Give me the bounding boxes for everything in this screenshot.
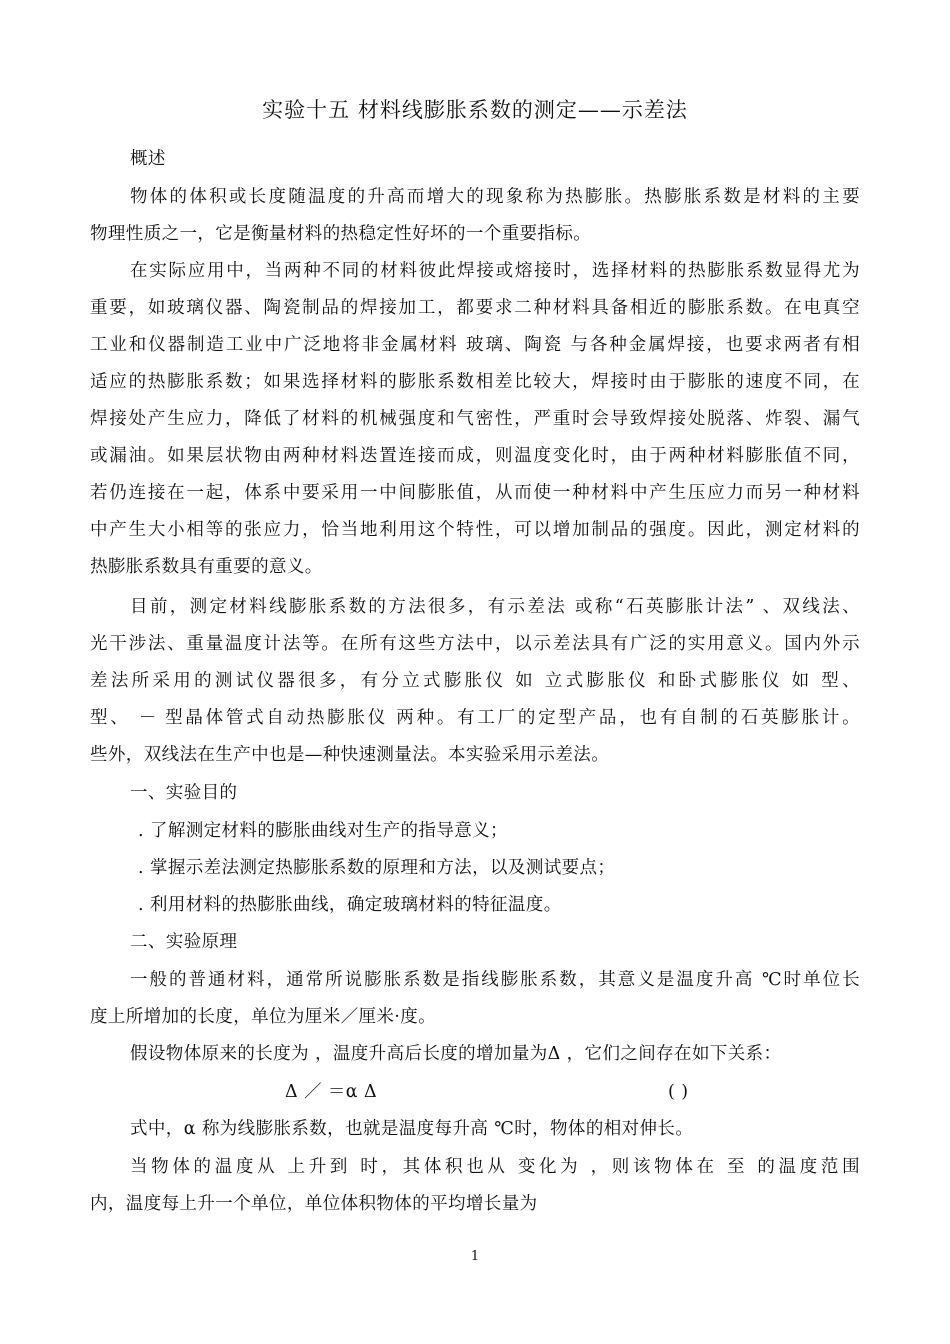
section-heading: 一、实验目的 bbox=[130, 783, 238, 803]
paragraph-line: 热膨胀系数具有重要的意义。 bbox=[90, 557, 323, 577]
paragraph-line: 或漏油。如果层状物由两种材料迭置连接而成，则温度变化时，由于两种材料膨胀值不同， bbox=[90, 446, 860, 466]
paragraph-line: 焊接处产生应力，降低了材料的机械强度和气密性，严重时会导致焊接处脱落、炸裂、漏气 bbox=[90, 409, 860, 429]
paragraph-line: 些外，双线法在生产中也是—种快速测量法。本实验采用示差法。 bbox=[90, 745, 610, 765]
list-item: . 利用材料的热膨胀曲线，确定玻璃材料的特征温度。 bbox=[138, 895, 562, 915]
paragraph-line: 在实际应用中，当两种不同的材料彼此焊接或熔接时，选择材料的热膨胀系数显得尤为 bbox=[130, 261, 860, 281]
formula: Δ ／ ＝α Δ bbox=[285, 1082, 377, 1102]
overview-heading: 概述 bbox=[130, 149, 166, 169]
list-item: . 了解测定材料的膨胀曲线对生产的指导意义； bbox=[138, 821, 508, 841]
formula-number: ( ) bbox=[668, 1082, 689, 1102]
list-item: . 掌握示差法测定热膨胀系数的原理和方法，以及测试要点； bbox=[138, 858, 616, 878]
paragraph-line: 内，温度每上升一个单位，单位体积物体的平均增长量为 bbox=[90, 1194, 538, 1214]
paragraph-line: 重要，如玻璃仪器、陶瓷制品的焊接加工，都要求二种材料具备相近的膨胀系数。在电真空 bbox=[90, 298, 860, 318]
section-heading: 二、实验原理 bbox=[130, 932, 238, 952]
paragraph-line: 适应的热膨胀系数；如果选择材料的膨胀系数相差比较大，焊接时由于膨胀的速度不同，在 bbox=[90, 372, 860, 392]
paragraph-line: 物理性质之一，它是衡量材料的热稳定性好坏的一个重要指标。 bbox=[90, 224, 592, 244]
paragraph-line: 工业和仪器制造工业中广泛地将非金属材料 玻璃、陶瓷 与各种金属焊接，也要求两者有相 bbox=[90, 335, 860, 355]
paragraph-line: 假设物体原来的长度为 ，温度升高后长度的增加量为Δ ，它们之间存在如下关系： bbox=[130, 1044, 782, 1064]
paragraph-line: 差法所采用的测试仪器很多，有分立式膨胀仪 如 立式膨胀仪 和卧式膨胀仪 如 型、 bbox=[90, 671, 860, 691]
paragraph-line: 式中，α 称为线膨胀系数，也就是温度每升高 ℃时，物体的相对伸长。 bbox=[130, 1119, 694, 1139]
paragraph-line: 度上所增加的长度，单位为厘米／厘米·度。 bbox=[90, 1007, 437, 1027]
paragraph-line: 光干涉法、重量温度计法等。在所有这些方法中，以示差法具有广泛的实用意义。国内外示 bbox=[90, 634, 860, 654]
paragraph-line: 一般的普通材料，通常所说膨胀系数是指线膨胀系数，其意义是温度升高 ℃时单位长 bbox=[130, 970, 860, 990]
page-number: 1 bbox=[470, 1249, 480, 1264]
page-title: 实验十五 材料线膨胀系数的测定——示差法 bbox=[262, 98, 688, 122]
paragraph-line: 中产生大小相等的张应力，恰当地利用这个特性，可以增加制品的强度。因此，测定材料的 bbox=[90, 520, 860, 540]
paragraph-line: 目前，测定材料线膨胀系数的方法很多，有示差法 或称“石英膨胀计法” 、双线法、 bbox=[130, 597, 860, 617]
paragraph-line: 当物体的温度从 上升到 时，其体积也从 变化为 ，则该物体在 至 的温度范围 bbox=[130, 1157, 860, 1177]
paragraph-line: 若仍连接在一起，体系中要采用一中间膨胀值，从而使一种材料中产生压应力而另一种材料 bbox=[90, 483, 860, 503]
paragraph-line: 型、 － 型晶体管式自动热膨胀仪 两种。有工厂的定型产品，也有自制的石英膨胀计。 bbox=[90, 708, 860, 728]
paragraph-line: 物体的体积或长度随温度的升高而增大的现象称为热膨胀。热膨胀系数是材料的主要 bbox=[130, 187, 860, 207]
